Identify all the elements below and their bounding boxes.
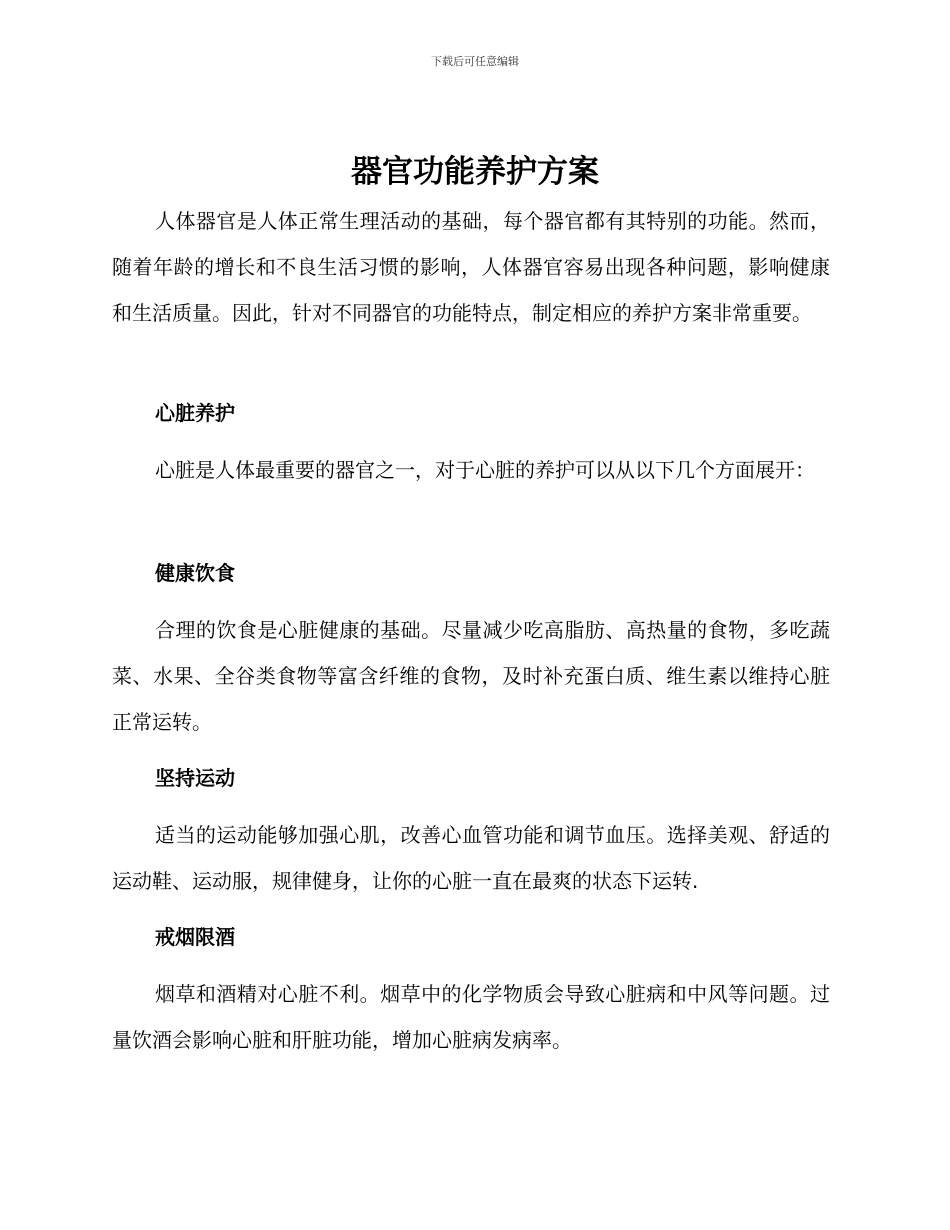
section-paragraph-exercise: 适当的运动能够加强心肌，改善心血管功能和调节血压。选择美观、舒适的运动鞋、运动服，规律健身，让你的心脏一直在最爽的状态下运转. [112,823,830,893]
section-paragraph-quit-smoking: 烟草和酒精对心脏不利。烟草中的化学物质会导致心脏病和中风等问题。过量饮酒会影响心脏和肝脏功能，增加心脏病发病率。 [112,982,830,1052]
section-paragraph-heart-care: 心脏是人体最重要的器官之一，对于心脏的养护可以从以下几个方面展开： [155,458,815,482]
document-title: 器官功能养护方案 [351,154,599,190]
intro-paragraph: 人体器官是人体正常生理活动的基础，每个器官都有其特别的功能。然而，随着年龄的增长和不良生活习惯的影响，人体器官容易出现各种问题，影响健康和生活质量。因此，针对不同器官的功能特点，制定相应的养护方案非常重要。 [112,209,830,325]
section-heading-healthy-diet: 健康饮食 [155,561,235,585]
running-header: 下载后可任意编辑 [431,55,519,68]
section-heading-exercise: 坚持运动 [155,766,235,790]
section-heading-quit-smoking: 戒烟限酒 [155,925,235,949]
section-heading-heart-care: 心脏养护 [155,401,235,425]
section-paragraph-healthy-diet: 合理的饮食是心脏健康的基础。尽量减少吃高脂肪、高热量的食物，多吃蔬菜、水果、全谷类食物等富含纤维的食物，及时补充蛋白质、维生素以维持心脏正常运转。 [112,618,830,734]
